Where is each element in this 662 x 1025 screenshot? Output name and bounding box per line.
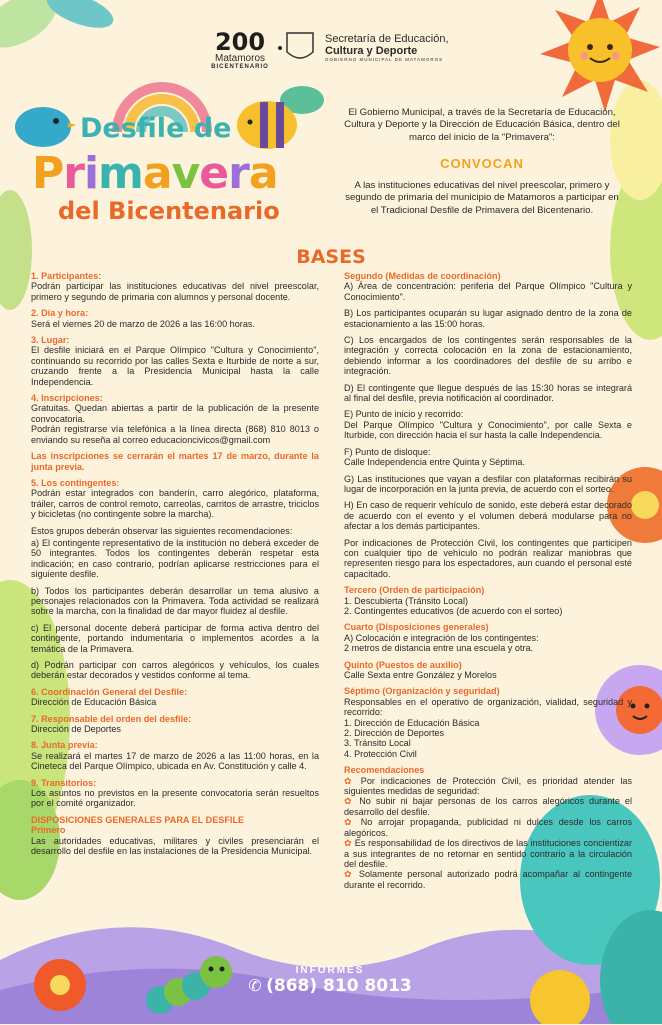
seg-f2: Calle Independencia entre Quinta y Séptima. <box>344 457 525 468</box>
right-column <box>344 271 632 896</box>
title-letter: r <box>63 148 84 199</box>
cua-title: Cuarto (Disposiciones generales) <box>344 622 489 633</box>
s2-text: Será el viernes 20 de marzo de 2026 a las 16:00 horas. <box>31 318 255 329</box>
s1-text: Podrán participar las instituciones educativas del nivel preescolar, primero y segundo de primaria con alumnos y personal docente. <box>31 281 319 302</box>
seg-e2: Del Parque Olímpico "Cultura y Conocimiento", por calle Sexta e Iturbide, con dirección hacia el sur hasta la calle Independencia. <box>344 419 632 441</box>
rec-2: ✿ No subir ni bajar personas de los carros alegóricos durante el desarrollo del desfile. <box>344 796 632 817</box>
title-letter: e <box>199 148 229 199</box>
municipal-seal-icon <box>284 30 316 66</box>
convocan-text: A las instituciones educativas del nivel preescolar, primero y segundo de primaria del municipio de Matamoros a participar en el Tradicional Desfile de Primavera del Bicentenario. <box>345 180 619 216</box>
seg-d: D) El contingente que llegue después de las 15:30 horas se integrará al final del desfile, previa notificación al coordinador. <box>344 382 632 404</box>
secretaria-block <box>325 33 515 62</box>
secretaria-line3: GOBIERNO MUNICIPAL DE MATAMOROS <box>325 57 444 62</box>
phone-icon: ✆ <box>248 978 262 995</box>
s5-text: Podrán estar integrados con banderín, carro alegórico, plataforma, tráiler, carros de control remoto, carreolas, carritos de arrastre, triciclos y bicicletas (no contingente sobre la marcha). <box>31 488 319 520</box>
logo-matamoros-text: Matamoros <box>214 53 265 64</box>
logo-bicentenario-text: BICENTENARIO <box>211 64 269 70</box>
s7-text: Dirección de Deportes <box>31 724 121 735</box>
title-letter: P <box>32 148 64 199</box>
bee-illustration <box>232 80 332 155</box>
caterpillar-illustration <box>140 950 240 1020</box>
cua-a: A) Colocación e integración de los contingentes: <box>344 632 539 643</box>
seg-g: G) Las instituciones que vayan a desfilar con plataformas recibirán su lugar de incorporación en la junta previa, de acuerdo con el sorteo. <box>344 473 632 494</box>
disp-title: DISPOSICIONES GENERALES PARA EL DESFILE <box>31 814 245 825</box>
s5-a: a) El contingente representativo de la institución no deberá exceder de 50 integrantes. Todos los contingentes deberán respetar esta indicación; en caso contrario, podrían aplicarse restricciones para el siguiente desfile. <box>31 537 319 580</box>
title-line3: del Bicentenario <box>58 197 280 225</box>
left-column <box>31 271 319 863</box>
sep-text: Responsables en el operativo de organización, vialidad, seguridad y recorrido: <box>344 696 632 718</box>
cua-a2: 2 metros de distancia entre una escuela y otra. <box>344 643 534 654</box>
rec-4: ✿ Es responsabilidad de los directivos de las instituciones concientizar a sus integrantes de no retornar en sentido contrario a la circulación del desfile. <box>344 838 632 869</box>
title-line1: Desfile de <box>80 113 232 144</box>
intro-text: El Gobierno Municipal, a través de la Secretaría de Educación, Cultura y Deporte y la Dirección de Educación Básica, dentro del marco del inicio de la "Primavera": <box>344 107 620 143</box>
title-letter: a <box>248 148 278 199</box>
title-letter: v <box>171 148 200 199</box>
s3-text: El desfile iniciará en el Parque Olímpico "Cultura y Conocimiento", continuando su recorrido por las calles Sexta e Iturbide de norte a sur, cruzando frente a la Presidencia Municipal hasta la calle Independencia. <box>31 345 319 387</box>
ter-1: 1. Descubierta (Tránsito Local) <box>344 595 468 606</box>
title-letter: r <box>228 148 249 199</box>
s9-title: 9. Transitorios: <box>31 777 97 788</box>
sep-3: 3. Tránsito Local <box>344 738 411 749</box>
sep-1: 1. Dirección de Educación Básica <box>344 717 480 728</box>
bird-illustration <box>8 95 78 155</box>
logo-200-text: 200 <box>214 28 266 56</box>
title-letter: m <box>98 148 143 199</box>
seg-pc: Por indicaciones de Protección Civil, los contingentes que participen con cualquier tipo de vehículo no podrán realizar maniobras que representen riesgo para los espectadores, aun cuando el personal esté capacitado. <box>344 537 632 579</box>
s6-text: Dirección de Educación Básica <box>31 697 157 708</box>
seg-title: Segundo (Medidas de coordinación) <box>344 271 501 281</box>
footer-phone-row <box>230 976 430 996</box>
s5-c: c) El personal docente deberá participar de forma activa dentro del contingente, portando indumentaria o implementos acordes a la temática de la Primavera. <box>31 622 319 654</box>
bicentenario-logo <box>200 30 280 70</box>
title-letter: i <box>83 148 99 199</box>
s7-title: 7. Responsable del orden del desfile: <box>31 713 192 724</box>
footer-informes: INFORMES <box>295 965 365 976</box>
sun-illustration <box>540 0 660 112</box>
s4-text1: Gratuitas. Quedan abiertas a partir de la publicación de la presente convocatoria. <box>31 403 319 424</box>
s1-title: 1. Participantes: <box>31 271 102 281</box>
title-line2 <box>32 148 278 199</box>
s3-title: 3. Lugar: <box>31 335 70 346</box>
sep-2: 2. Dirección de Deportes <box>344 728 445 739</box>
seg-c: C) Los encargados de los contingentes serán responsables de la integración y correcta colocación en la zona de estacionamiento, debiendo informar a los coordinadores del desfile de su arribo e integración. <box>344 335 632 377</box>
s5-b: b) Todos los participantes deberán desarrollar un tema alusivo a personajes relacionados con la Primavera. Toda actividad se realizará sobre la marcha, con la finalidad de dar mayor fluidez al desfile. <box>31 585 319 617</box>
secretaria-line1: Secretaría de Educación, <box>325 33 449 45</box>
sep-4: 4. Protección Civil <box>344 748 417 759</box>
title-letter: a <box>142 148 172 199</box>
rec-5: ✿ Solamente personal autorizado podrá acompañar al contingente durante el recorrido. <box>344 869 632 890</box>
s4-text2: Podrán registrarse vía telefónica a la línea directa (868) 810 8013 o enviando su reseña al correo educacioncivicos@gmail.com <box>31 424 319 445</box>
convocan-heading: CONVOCAN <box>440 156 524 171</box>
s5-title: 5. Los contingentes: <box>31 477 120 488</box>
s8-title: 8. Junta previa: <box>31 740 98 751</box>
s5-rec: Estos grupos deberán observar las siguientes recomendaciones: <box>31 525 293 536</box>
rec-1: ✿ Por indicaciones de Protección Civil, es prioridad atender las siguientes medidas de seguridad: <box>344 776 632 797</box>
s4-title: 4. Inscripciones: <box>31 393 103 404</box>
ter-title: Tercero (Orden de participación) <box>344 585 485 596</box>
seg-a: A) Área de concentración: periferia del Parque Olímpico "Cultura y Conocimiento". <box>344 281 632 302</box>
seg-b: B) Los participantes ocuparán su lugar asignado dentro de la zona de estacionamiento a las 15:00 horas. <box>344 308 632 329</box>
bottom-left-flower <box>30 955 90 1015</box>
s6-title: 6. Coordinación General del Desfile: <box>31 686 188 697</box>
seg-f1: F) Punto de disloque: <box>344 446 431 457</box>
s5-d: d) Podrán participar con carros alegóricos y vehículos, los cuales deberán estar decorados y vestidos conforme al tema. <box>31 660 319 681</box>
disp-sub: Primero <box>31 825 66 836</box>
ter-2: 2. Contingentes educativos (de acuerdo con el sorteo) <box>344 605 563 616</box>
rec-title: Recomendaciones <box>344 765 425 776</box>
footer-phone[interactable]: (868) 810 8013 <box>266 976 412 996</box>
qui-title: Quinto (Puestos de auxilio) <box>344 659 462 670</box>
qui-text: Calle Sexta entre González y Morelos <box>344 670 497 680</box>
disp-text: Las autoridades educativas, militares y civiles presenciarán el desarrollo del desfile en las instalaciones de la Presidencia Municipal. <box>31 835 319 857</box>
seg-e1: E) Punto de inicio y recorrido: <box>344 409 464 420</box>
s9-text: Los asuntos no previstos en la presente convocatoria serán resueltos por el comité organizador. <box>31 788 319 809</box>
sep-title: Séptimo (Organización y seguridad) <box>344 686 500 697</box>
seg-h: H) En caso de requerir vehículo de sonido, este deberá estar decorado de acuerdo con el evento y el volumen deberá modularse para no afectar a los demás participantes. <box>344 500 632 532</box>
header-divider <box>278 46 282 50</box>
s8-text: Se realizará el martes 17 de marzo de 2026 a las 11:00 horas, en la Cineteca del Parque Olímpico, ubicada en Av. Constitución y calle 4. <box>31 750 319 772</box>
s4-note: Las inscripciones se cerrarán el martes 17 de marzo, durante la junta previa. <box>31 451 319 472</box>
s2-title: 2. Día y hora: <box>31 308 89 319</box>
bases-heading: BASES <box>296 246 366 268</box>
rec-3: ✿ No arrojar propaganda, publicidad ni dulces desde los carros alegóricos. <box>344 817 632 838</box>
secretaria-line2: Cultura y Deporte <box>325 45 418 57</box>
